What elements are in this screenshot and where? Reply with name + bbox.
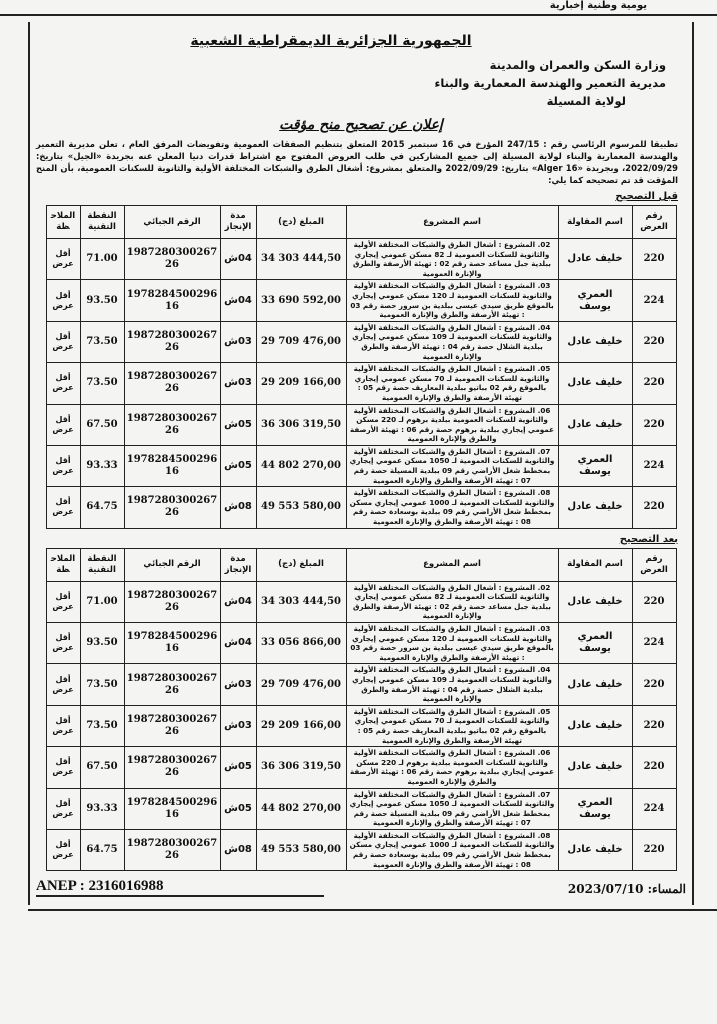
remark-cell: أقل عرض: [46, 829, 80, 870]
amount-cell: 36 306 319,50: [256, 747, 346, 788]
column-header-technical-score: النقطة التقنية: [80, 548, 124, 581]
company-name-cell: خليف عادل: [558, 487, 632, 528]
offer-number-cell: 220: [632, 747, 676, 788]
remark-cell: أقل عرض: [46, 623, 80, 664]
notice-frame: [28, 22, 694, 905]
table-row: [46, 280, 676, 321]
company-name-cell: خليف عادل: [558, 404, 632, 445]
tax-number-cell: 198728030026726: [124, 581, 220, 622]
table-row: [46, 747, 676, 788]
company-name-cell: العمري يوسف: [558, 788, 632, 829]
column-header-remark: الملاحظة: [46, 548, 80, 581]
table-after-correction: [46, 548, 677, 872]
newspaper-tagline: يومية وطنية إخبارية: [549, 0, 647, 11]
column-header-company-name: اسم المقاولة: [558, 206, 632, 239]
project-name-cell: 04. المشروع : أشغال الطرق والشبكات المختلفة الأولية والثانوية للسكنات العمومية لـ 109 مسكن عمومي إيجاري ببلدية الشلال حصة رقم 04 : تهيئة الأرصفة والطرق والإنارة العمومية: [346, 321, 558, 362]
technical-score-cell: 73.50: [80, 664, 124, 705]
technical-score-cell: 71.00: [80, 581, 124, 622]
table-row: [46, 239, 676, 280]
technical-score-cell: 64.75: [80, 487, 124, 528]
project-name-cell: 06. المشروع : أشغال الطرق والشبكات المختلفة الأولية والثانوية للسكنات العمومية ببلدية برهوم لـ 220 مسكن عمومي إيجاري ببلدية برهوم حصة رقم 06 : تهيئة الأرصفة والطرق والإنارة العمومية: [346, 404, 558, 445]
project-name-cell: 08. المشروع : أشغال الطرق والشبكات المختلفة الأولية والثانوية للسكنات العمومية لـ 1000 عمومي إيجاري مسكن بمخطط شغل الأراضي رقم 09 ببلدية بوسعادة حصة رقم 08 : تهيئة الأرصفة والطرق والإنارة العمومية: [346, 829, 558, 870]
section-after: بعد التصحيح: [619, 533, 678, 545]
remark-cell: أقل عرض: [46, 321, 80, 362]
tax-number-cell: 198728030026726: [124, 487, 220, 528]
remark-cell: أقل عرض: [46, 747, 80, 788]
remark-cell: أقل عرض: [46, 487, 80, 528]
amount-cell: 33 056 866,00: [256, 623, 346, 664]
company-name-cell: خليف عادل: [558, 363, 632, 404]
table-row: [46, 404, 676, 445]
offer-number-cell: 220: [632, 829, 676, 870]
project-name-cell: 08. المشروع : أشغال الطرق والشبكات المختلفة الأولية والثانوية للسكنات العمومية لـ 1000 عمومي إيجاري مسكن بمخطط شغل الأراضي رقم 09 ببلدية بوسعادة حصة رقم 08 : تهيئة الأرصفة والطرق والإنارة العمومية: [346, 487, 558, 528]
duration-cell: 05ش: [220, 788, 256, 829]
tax-number-cell: 197828450029616: [124, 788, 220, 829]
duration-cell: 04ش: [220, 581, 256, 622]
duration-cell: 05ش: [220, 404, 256, 445]
offer-number-cell: 224: [632, 445, 676, 486]
column-header-company-name: اسم المقاولة: [558, 548, 632, 581]
technical-score-cell: 73.50: [80, 705, 124, 746]
project-name-cell: 04. المشروع : أشغال الطرق والشبكات المختلفة الأولية والثانوية للسكنات العمومية لـ 109 مسكن عمومي إيجاري ببلدية الشلال حصة رقم 04 : تهيئة الأرصفة والطرق والإنارة العمومية: [346, 664, 558, 705]
offer-number-cell: 220: [632, 321, 676, 362]
remark-cell: أقل عرض: [46, 404, 80, 445]
amount-cell: 49 553 580,00: [256, 487, 346, 528]
tax-number-cell: 197828450029616: [124, 280, 220, 321]
company-name-cell: خليف عادل: [558, 321, 632, 362]
table-row: [46, 705, 676, 746]
technical-score-cell: 71.00: [80, 239, 124, 280]
republic-heading: الجمهورية الجزائرية الديمقراطية الشعبية: [190, 33, 472, 49]
issuer-block: [36, 56, 686, 110]
divider: [28, 909, 717, 911]
duration-cell: 03ش: [220, 705, 256, 746]
duration-cell: 08ش: [220, 829, 256, 870]
offer-number-cell: 220: [632, 363, 676, 404]
tax-number-cell: 198728030026726: [124, 404, 220, 445]
column-header-amount: المبلغ (دج): [256, 548, 346, 581]
technical-score-cell: 67.50: [80, 747, 124, 788]
company-name-cell: العمري يوسف: [558, 445, 632, 486]
duration-cell: 04ش: [220, 280, 256, 321]
project-name-cell: 05. المشروع : أشغال الطرق والشبكات المختلفة الأولية والثانوية للسكنات العمومية لـ 70 مسكن عمومي إيجاري بالموقع رقم 02 بباتيو ببلدية المعاريف حصة رقم 05 : تهيئة الأرصفة والطرق والإنارة العمومية: [346, 705, 558, 746]
offer-number-cell: 224: [632, 280, 676, 321]
table-row: [46, 623, 676, 664]
company-name-cell: خليف عادل: [558, 705, 632, 746]
company-name-cell: العمري يوسف: [558, 623, 632, 664]
header-row: [46, 206, 676, 239]
table-row: [46, 581, 676, 622]
duration-cell: 03ش: [220, 363, 256, 404]
column-header-offer-number: رقم العرض: [632, 206, 676, 239]
column-header-remark: الملاحظة: [46, 206, 80, 239]
tax-number-cell: 198728030026726: [124, 664, 220, 705]
company-name-cell: خليف عادل: [558, 747, 632, 788]
offer-number-cell: 220: [632, 404, 676, 445]
offer-number-cell: 220: [632, 705, 676, 746]
amount-cell: 34 303 444,50: [256, 239, 346, 280]
column-header-project-name: اسم المشروع: [346, 206, 558, 239]
duration-cell: 03ش: [220, 664, 256, 705]
project-name-cell: 03. المشروع : أشغال الطرق والشبكات المختلفة الأولية والثانوية للسكنات العمومية لـ 120 مسكن عمومي إيجاري بالموقع طريق سيدي عيسى ببلدية بن سرور حصة رقم 03 : تهيئة الأرصفة والطرق والإنارة العمومية: [346, 623, 558, 664]
offer-number-cell: 220: [632, 581, 676, 622]
remark-cell: أقل عرض: [46, 239, 80, 280]
technical-score-cell: 93.33: [80, 445, 124, 486]
directorate-name: مديرية التعمير والهندسة المعمارية والبناء: [434, 76, 666, 90]
offer-number-cell: 220: [632, 239, 676, 280]
company-name-cell: العمري يوسف: [558, 280, 632, 321]
company-name-cell: خليف عادل: [558, 664, 632, 705]
tax-number-cell: 197828450029616: [124, 623, 220, 664]
publication-date: المساء: 2023/07/10: [567, 882, 686, 897]
duration-cell: 08ش: [220, 487, 256, 528]
amount-cell: 44 802 270,00: [256, 788, 346, 829]
amount-cell: 29 209 166,00: [256, 705, 346, 746]
company-name-cell: خليف عادل: [558, 581, 632, 622]
amount-cell: 29 209 166,00: [256, 363, 346, 404]
header-row: [46, 548, 676, 581]
column-header-duration: مدة الإنجاز: [220, 206, 256, 239]
project-name-cell: 07. المشروع : أشغال الطرق والشبكات المختلفة الأولية والثانوية للسكنات العمومية لـ 1050 مسكن عمومي إيجاري بمخطط شغل الأراضي رقم 09 ببلدية المسيلة حصة رقم 07 : تهيئة الأرصفة والطرق والإنارة العمومية: [346, 788, 558, 829]
remark-cell: أقل عرض: [46, 581, 80, 622]
column-header-technical-score: النقطة التقنية: [80, 206, 124, 239]
table-before-correction: [46, 205, 677, 529]
project-name-cell: 03. المشروع : أشغال الطرق والشبكات المختلفة الأولية والثانوية للسكنات العمومية لـ 120 مسكن عمومي إيجاري بالموقع طريق سيدي عيسى ببلدية بن سرور حصة رقم 03 : تهيئة الأرصفة والطرق والإنارة العمومية: [346, 280, 558, 321]
tax-number-cell: 198728030026726: [124, 829, 220, 870]
remark-cell: أقل عرض: [46, 788, 80, 829]
offer-number-cell: 224: [632, 788, 676, 829]
offer-number-cell: 220: [632, 487, 676, 528]
tax-number-cell: 198728030026726: [124, 363, 220, 404]
table-row: [46, 829, 676, 870]
tax-number-cell: 198728030026726: [124, 747, 220, 788]
table-row: [46, 487, 676, 528]
technical-score-cell: 73.50: [80, 321, 124, 362]
duration-cell: 04ش: [220, 239, 256, 280]
technical-score-cell: 93.33: [80, 788, 124, 829]
column-header-offer-number: رقم العرض: [632, 548, 676, 581]
technical-score-cell: 73.50: [80, 363, 124, 404]
project-name-cell: 05. المشروع : أشغال الطرق والشبكات المختلفة الأولية والثانوية للسكنات العمومية لـ 70 مسكن عمومي إيجاري بالموقع رقم 02 بباتيو ببلدية المعاريف حصة رقم 05 : تهيئة الأرصفة والطرق والإنارة العمومية: [346, 363, 558, 404]
duration-cell: 05ش: [220, 747, 256, 788]
ministry-name: وزارة السكن والعمران والمدينة: [489, 58, 666, 72]
tax-number-cell: 198728030026726: [124, 321, 220, 362]
wilaya-name: لولاية المسيلة: [546, 94, 626, 108]
remark-cell: أقل عرض: [46, 280, 80, 321]
company-name-cell: خليف عادل: [558, 829, 632, 870]
duration-cell: 05ش: [220, 445, 256, 486]
column-header-amount: المبلغ (دج): [256, 206, 346, 239]
column-header-tax-number: الرقم الجبائي: [124, 206, 220, 239]
anep-reference: ANEP : 2316016988: [36, 877, 324, 897]
duration-cell: 03ش: [220, 321, 256, 362]
technical-score-cell: 67.50: [80, 404, 124, 445]
project-name-cell: 02. المشروع : أشغال الطرق والشبكات المختلفة الأولية والثانوية للسكنات العمومية لـ 82 مسكن عمومي إيجاري ببلدية جبل مساعد حصة رقم 02 : تهيئة الأرصفة والطرق والإنارة العمومية: [346, 581, 558, 622]
tax-number-cell: 197828450029616: [124, 445, 220, 486]
section-before: قبل التصحيح: [615, 191, 678, 202]
amount-cell: 44 802 270,00: [256, 445, 346, 486]
table-row: [46, 363, 676, 404]
footer: [36, 877, 686, 897]
amount-cell: 49 553 580,00: [256, 829, 346, 870]
intro-paragraph: تطبيقا للمرسوم الرئاسي رقم : 247/15 المؤرخ في 16 سبتمبر 2015 المتعلق بتنظيم الصفقات العمومية وتفويضات المرفق العام ، تعلن مديرية التعمير والهندسة المعمارية والبناء لولاية المسيلة إلى جميع المشاركين في طلب العروض المفتوح مع اشتراط قدرات دنيا المعلن عنه بجريدة «الجيل» بتاريخ: 2022/09/29، وبجريدة «Alger 16» بتاريخ: 2022/09/29 والمتعلق بمشروع: أشغال الطرق والشبكات المختلفة الأولية والثانوية للسكنات العمومية، بأن المنح المؤقت قد تم تصحيحه كما يلي:: [36, 139, 678, 185]
duration-cell: 04ش: [220, 623, 256, 664]
project-name-cell: 07. المشروع : أشغال الطرق والشبكات المختلفة الأولية والثانوية للسكنات العمومية لـ 1050 مسكن عمومي إيجاري بمخطط شغل الأراضي رقم 09 ببلدية المسيلة حصة رقم 07 : تهيئة الأرصفة والطرق والإنارة العمومية: [346, 445, 558, 486]
tax-number-cell: 198728030026726: [124, 239, 220, 280]
remark-cell: أقل عرض: [46, 363, 80, 404]
technical-score-cell: 64.75: [80, 829, 124, 870]
technical-score-cell: 93.50: [80, 623, 124, 664]
offer-number-cell: 220: [632, 664, 676, 705]
column-header-tax-number: الرقم الجبائي: [124, 548, 220, 581]
tax-number-cell: 198728030026726: [124, 705, 220, 746]
notice-title: إعلان عن تصحيح منح مؤقت: [279, 117, 443, 133]
company-name-cell: خليف عادل: [558, 239, 632, 280]
remark-cell: أقل عرض: [46, 445, 80, 486]
table-row: [46, 788, 676, 829]
amount-cell: 29 709 476,00: [256, 321, 346, 362]
newspaper-band: [0, 0, 717, 16]
technical-score-cell: 93.50: [80, 280, 124, 321]
amount-cell: 29 709 476,00: [256, 664, 346, 705]
table-row: [46, 321, 676, 362]
project-name-cell: 02. المشروع : أشغال الطرق والشبكات المختلفة الأولية والثانوية للسكنات العمومية لـ 82 مسكن عمومي إيجاري ببلدية جبل مساعد حصة رقم 02 : تهيئة الأرصفة والطرق والإنارة العمومية: [346, 239, 558, 280]
remark-cell: أقل عرض: [46, 705, 80, 746]
remark-cell: أقل عرض: [46, 664, 80, 705]
amount-cell: 33 690 592,00: [256, 280, 346, 321]
offer-number-cell: 224: [632, 623, 676, 664]
column-header-project-name: اسم المشروع: [346, 548, 558, 581]
project-name-cell: 06. المشروع : أشغال الطرق والشبكات المختلفة الأولية والثانوية للسكنات العمومية ببلدية برهوم لـ 220 مسكن عمومي إيجاري ببلدية برهوم حصة رقم 06 : تهيئة الأرصفة والطرق والإنارة العمومية: [346, 747, 558, 788]
table-row: [46, 445, 676, 486]
amount-cell: 36 306 319,50: [256, 404, 346, 445]
column-header-duration: مدة الإنجاز: [220, 548, 256, 581]
amount-cell: 34 303 444,50: [256, 581, 346, 622]
table-row: [46, 664, 676, 705]
